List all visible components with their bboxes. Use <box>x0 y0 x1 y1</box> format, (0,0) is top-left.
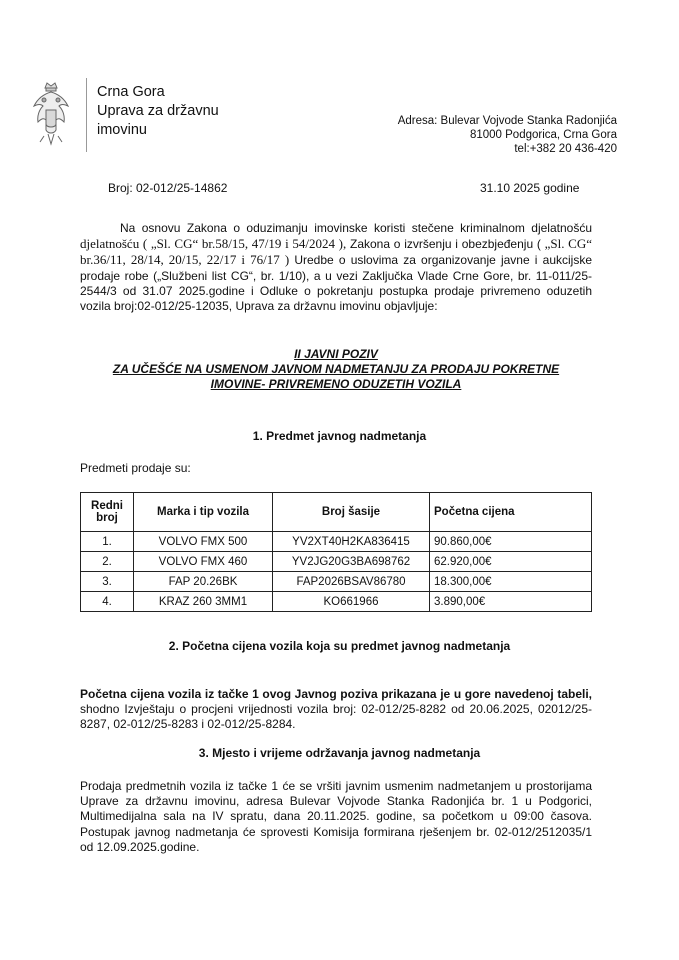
col-header-chassis: Broj šasije <box>273 493 430 532</box>
cell-make: KRAZ 260 3MM1 <box>134 592 273 612</box>
section1-lead: Predmeti prodaje su: <box>80 461 191 475</box>
intro-part1: Na osnovu Zakona o oduzimanju imovinske koristi stečene kriminalnom djelatnošću <box>120 221 592 235</box>
title-line3: IMOVINE- PRIVREMENO ODUZETIH VOZILA <box>210 377 462 391</box>
table-row <box>81 572 592 592</box>
cell-no: 4. <box>81 592 134 612</box>
cell-price: 18.300,00€ <box>430 572 592 592</box>
cell-price: 62.920,00€ <box>430 552 592 572</box>
table-row <box>81 592 592 612</box>
address-city: 81000 Podgorica, Crna Gora <box>469 129 617 141</box>
intro-part3: Zakona o izvršenju i obezbjeđenju ( <box>346 237 545 252</box>
table-row <box>81 532 592 552</box>
cell-no: 1. <box>81 532 134 552</box>
address-street: Adresa: Bulevar Vojvode Stanka Radonjića <box>397 115 617 127</box>
intro-part2: djelatnošću ( „Sl. CG“ br.58/15, 47/19 i 54/2024 ), <box>80 236 347 252</box>
section2-paragraph <box>80 687 592 733</box>
org-line-country: Crna Gora <box>97 84 165 100</box>
table-row <box>81 552 592 572</box>
col-header-no: Redni broj <box>81 493 134 532</box>
section2-text: shodno Izvještaju o procjeni vrijednosti vozila broj: 02-012/25-8282 od 20.06.2025, 02012/25-8287, 02-012/25-8283 i 02-012/25-8284. <box>80 702 592 732</box>
title-line2: ZA UČEŠĆE NA USMENOM JAVNOM NADMETANJU ZA PRODAJU POKRETNE <box>112 362 560 376</box>
col-header-price: Početna cijena <box>430 493 592 532</box>
cell-price: 3.890,00€ <box>430 592 592 612</box>
montenegro-coat-of-arms-icon <box>28 80 74 150</box>
org-line-agency-cont: imovinu <box>97 122 147 138</box>
address-phone: tel:+382 20 436-420 <box>514 143 617 155</box>
table-header-row <box>81 493 592 532</box>
cell-make: VOLVO FMX 500 <box>134 532 273 552</box>
section3-paragraph: Prodaja predmetnih vozila iz tačke 1 će se vršiti javnim usmenim nadmetanjem u prostorijama Uprave za državnu imovinu, adresa Bulevar Vojvode Stanka Radonjića br. 1 u Podgorici, Multimedijalna sala na IV spratu, dana 20.11.2025. godine, sa početkom u 09:00 časova. Postupak javnog nadmetanja će sprovesti Komisija formirana rješenjem br. 02-012/2512035/1 od 12.09.2025.godine. <box>80 779 592 854</box>
vehicles-table <box>80 492 592 612</box>
title-line1: II JAVNI POZIV <box>294 347 378 361</box>
document-title <box>80 347 592 392</box>
cell-no: 3. <box>81 572 134 592</box>
cell-make: VOLVO FMX 460 <box>134 552 273 572</box>
document-number: Broj: 02-012/25-14862 <box>108 181 228 195</box>
cell-chassis: FAP2026BSAV86780 <box>273 572 430 592</box>
intro-paragraph <box>80 221 592 314</box>
address-block <box>398 114 617 156</box>
org-line-agency: Uprava za državnu <box>97 103 219 119</box>
cell-chassis: KO661966 <box>273 592 430 612</box>
col-header-make: Marka i tip vozila <box>134 493 273 532</box>
section2-heading: 2. Početna cijena vozila koja su predmet javnog nadmetanja <box>168 639 511 653</box>
section2-bold-text: Početna cijena vozila iz tačke 1 ovog Javnog poziva prikazana je u gore navedenoj tabeli, <box>80 687 592 701</box>
intro-part4: „Sl. CG“ br.36/11, 28/14, 20/15, 22/17 i 76/17 ) <box>80 236 592 268</box>
document-date: 31.10 2025 godine <box>480 181 580 195</box>
cell-make: FAP 20.26BK <box>134 572 273 592</box>
cell-chassis: YV2JG20G3BA698762 <box>273 552 430 572</box>
cell-no: 2. <box>81 552 134 572</box>
section3-heading: 3. Mjesto i vrijeme održavanja javnog nadmetanja <box>198 746 481 760</box>
institution-name <box>97 83 219 140</box>
cell-price: 90.860,00€ <box>430 532 592 552</box>
header-divider <box>86 78 87 152</box>
section1-heading: 1. Predmet javnog nadmetanja <box>252 429 427 443</box>
cell-chassis: YV2XT40H2KA836415 <box>273 532 430 552</box>
intro-part5: Uredbe o uslovima za organizovanje javne i aukcijske prodaje robe („Službeni list CG“, br. 1/10), a u vezi Zaključka Vlade Crne Gore, br. 11-011/25-2544/3 od 31.07 2025.godine i Odluke o pokretanju postupka prodaje privremeno oduzetih vozila broj:02-012/25-12035, Uprava za državnu imovinu objavljuje: <box>80 253 592 314</box>
